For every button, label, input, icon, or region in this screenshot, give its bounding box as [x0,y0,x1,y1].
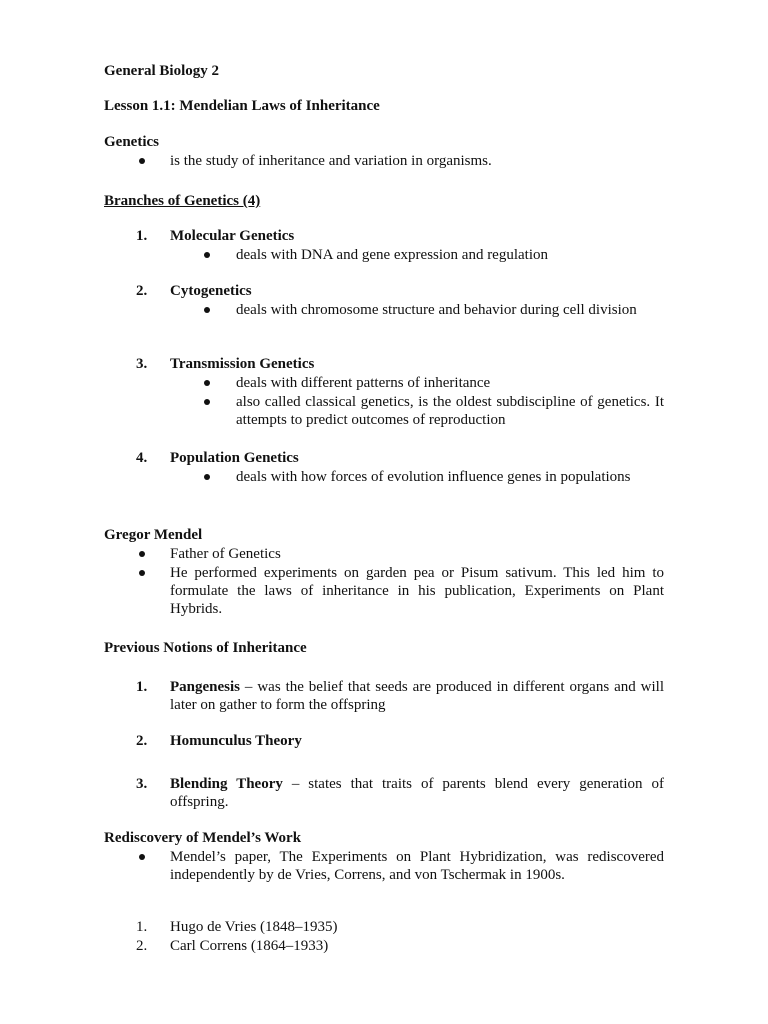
rediscovery-bullet: Mendel’s paper, The Experiments on Plant Hybridization, was rediscovered independently by de Vries, Correns, and von Tschermak in 1900s. [170,849,664,883]
branch-bullet: deals with how forces of evolution influence genes in populations [236,469,631,485]
notion-number: 2. [136,733,148,749]
mendel-bullet: Father of Genetics [170,546,281,562]
bullet-icon [204,307,210,313]
branch-number: 3. [136,356,148,372]
rediscovery-heading: Rediscovery of Mendel’s Work [104,830,302,846]
branch-bullet: deals with DNA and gene expression and regulation [236,247,549,263]
notion-number: 3. [136,776,148,792]
branch-bullet: deals with different patterns of inheritance [236,375,491,391]
genetics-heading: Genetics [104,134,159,150]
notion-number: 1. [136,679,148,695]
notion-text: – was the belief that seeds are produced in different organs and will later on gather to form the offspring [170,679,664,713]
course-title: General Biology 2 [104,63,219,79]
notion-term: Blending Theory [170,776,283,792]
scientist-item: Carl Correns (1864–1933) [170,938,329,954]
genetics-definition: is the study of inheritance and variation in organisms. [170,153,492,169]
scientist-number: 1. [136,919,148,935]
mendel-bullet: He performed experiments on garden pea or Pisum sativum. This led him to formulate the laws of inheritance in his publication, Experiments on Plant Hybrids. [170,565,664,617]
branch-title: Transmission Genetics [170,356,315,372]
notion-item [170,775,664,811]
bullet-icon [204,380,210,386]
bullet-icon [204,474,210,480]
notion-term: Homunculus Theory [170,733,302,749]
notion-item [170,678,664,714]
scientist-number: 2. [136,938,148,954]
bullet-icon [139,854,145,860]
branch-title: Cytogenetics [170,283,252,299]
notion-term: Pangenesis [170,679,241,695]
branch-bullet: deals with chromosome structure and behavior during cell division [236,302,637,318]
branch-number: 2. [136,283,148,299]
previous-heading: Previous Notions of Inheritance [104,640,307,656]
branch-number: 1. [136,228,148,244]
branch-title: Molecular Genetics [170,228,295,244]
branch-bullet: also called classical genetics, is the oldest subdiscipline of genetics. It attempts to predict outcomes of reproduction [236,394,664,428]
branch-number: 4. [136,450,148,466]
scientist-item: Hugo de Vries (1848–1935) [170,919,338,935]
lesson-title: Lesson 1.1: Mendelian Laws of Inheritance [104,98,380,114]
branch-title: Population Genetics [170,450,299,466]
bullet-icon [204,252,210,258]
branches-heading: Branches of Genetics (4) [104,193,261,209]
notion-text: – states that traits of parents blend every generation of offspring. [170,776,664,810]
bullet-icon [139,570,145,576]
bullet-icon [204,399,210,405]
bullet-icon [139,158,145,164]
mendel-heading: Gregor Mendel [104,527,203,543]
bullet-icon [139,551,145,557]
